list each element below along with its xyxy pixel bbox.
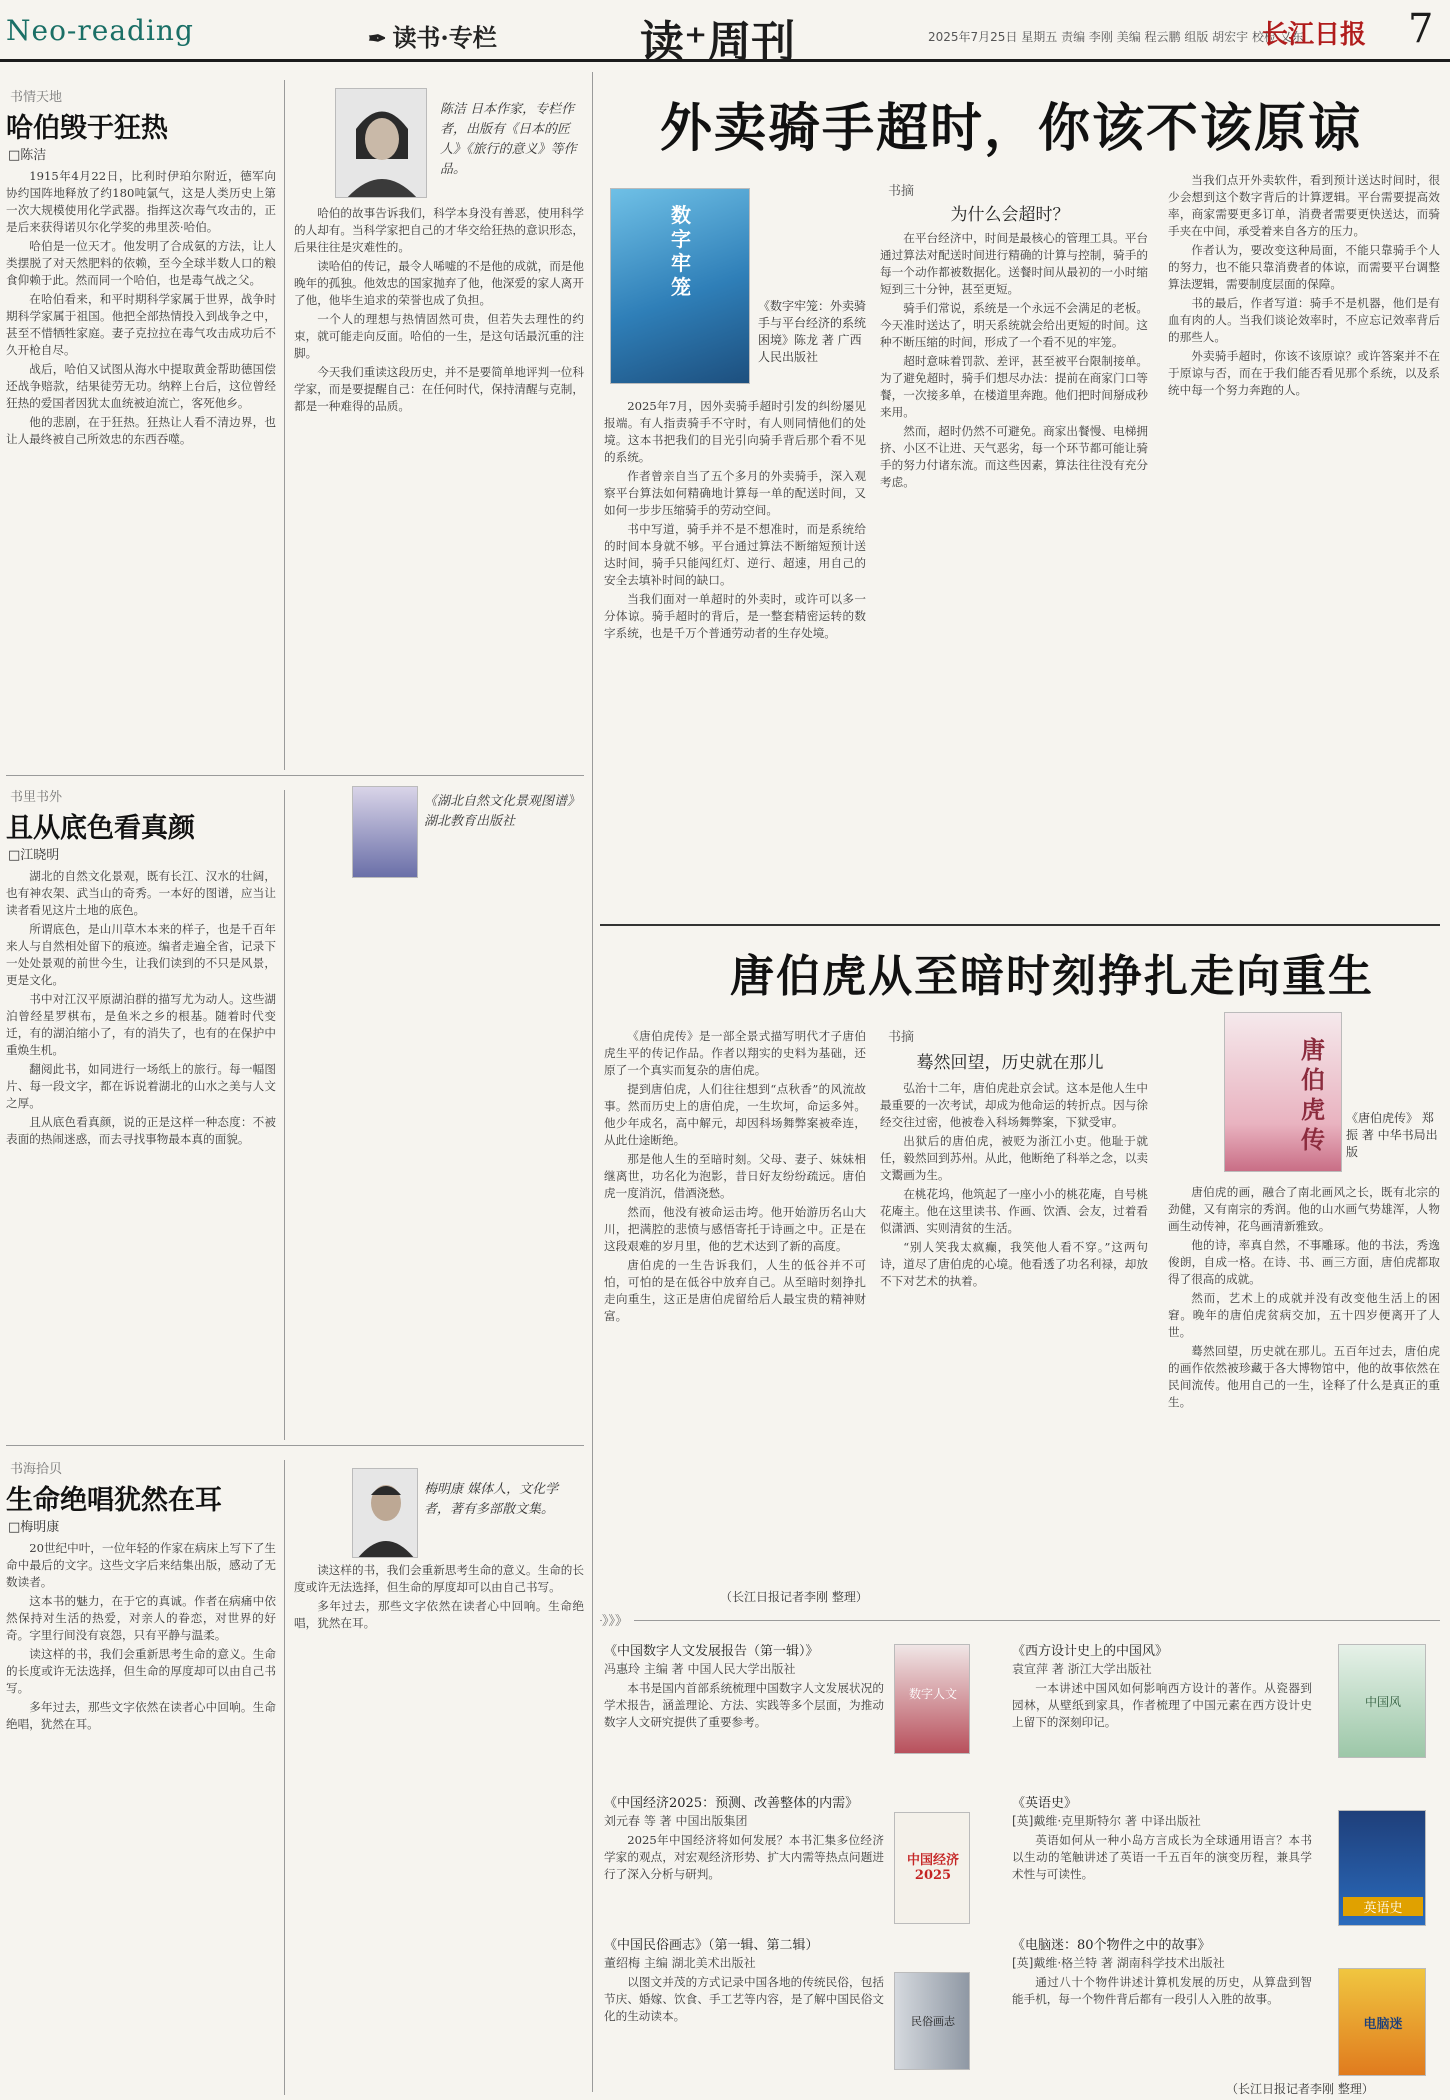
article-kicker: 书海拾贝 bbox=[10, 1462, 63, 1477]
paragraph: 所谓底色，是山川草木本来的样子，也是千百年来人与自然相处留下的痕迹。编者走遍全省，记录下一处处景观的前世今生，让我们读到的不只是风景，更是文化。 bbox=[6, 922, 276, 987]
section-tag: 书摘 bbox=[888, 1030, 915, 1045]
book-cover-title: 唐伯虎传 bbox=[1301, 1035, 1325, 1154]
section-title: 蓦然回望，历史就在那儿 bbox=[916, 1053, 1104, 1073]
paragraph: 哈伯是一位天才。他发明了合成氨的方法，让人类摆脱了对天然肥料的依赖，至今全球半数人口的粮食仰赖于此。然而同一个哈伯，也是毒气战之父。 bbox=[6, 239, 276, 287]
rec-desc bbox=[604, 1974, 884, 2080]
story-headline: 外卖骑手超时，你该不该原谅 bbox=[660, 98, 1363, 159]
paragraph: 骑手们常说，系统是一个永远不会满足的老板。今天准时送达了，明天系统就会给出更短的时间。这种不断压缩的时间，形成了一个看不见的牢笼。 bbox=[880, 301, 1148, 349]
book-caption: 《唐伯虎传》 郑振 著 中华书局出版 bbox=[1346, 1111, 1438, 1159]
divider bbox=[6, 775, 584, 776]
rec-meta: [英]戴维·克里斯特尔 著 中译出版社 bbox=[1012, 1814, 1201, 1828]
divider bbox=[600, 1620, 1440, 1621]
newspaper-logo: 长江日报 bbox=[1262, 20, 1367, 50]
divider bbox=[592, 72, 593, 2092]
weekly-title: 读⁺周刊 bbox=[640, 17, 796, 68]
paragraph: “别人笑我太疯癫，我笑他人看不穿。”这两句诗，道尽了唐伯虎的心境。他看透了功名利禄，却放不下对艺术的执着。 bbox=[880, 1240, 1148, 1288]
paragraph: 然而，艺术上的成就并没有改变他生活上的困窘。晚年的唐伯虎贫病交加，五十四岁便离开了人世。 bbox=[1168, 1291, 1440, 1339]
rec-title: 《中国数字人文发展报告（第一辑）》 bbox=[604, 1644, 819, 1659]
paragraph: 多年过去，那些文字依然在读者心中回响。生命绝唱，犹然在耳。 bbox=[6, 1700, 276, 1731]
article-byline: □梅明康 bbox=[8, 1520, 60, 1535]
paragraph: 本书是国内首部系统梳理中国数字人文发展状况的学术报告，涵盖理论、方法、实践等多个层面，为推动数字人文研究提供了重要参考。 bbox=[604, 1681, 884, 1729]
paragraph: 然而，他没有被命运击垮。他开始游历名山大川，把满腔的悲愤与感悟寄托于诗画之中。正是在这段艰难的岁月里，他的艺术达到了新的高度。 bbox=[604, 1205, 866, 1253]
section-tag: 书摘 bbox=[888, 184, 915, 199]
rec-meta: 刘元春 等 著 中国出版集团 bbox=[604, 1814, 748, 1828]
paragraph: 作者认为，要改变这种局面，不能只靠骑手个人的努力，也不能只靠消费者的体谅，而需要平台调整算法逻辑，需要制度层面的保障。 bbox=[1168, 243, 1440, 291]
article-headline: 生命绝唱犹然在耳 bbox=[6, 1485, 222, 1516]
rec-book-cover bbox=[894, 1972, 970, 2070]
paragraph: 一本讲述中国风如何影响西方设计的著作。从瓷器到园林，从壁纸到家具，作者梳理了中国元素在西方设计史上留下的深刻印记。 bbox=[1012, 1681, 1312, 1729]
paragraph: 湖北的自然文化景观，既有长江、汉水的壮阔，也有神农架、武当山的奇秀。一本好的图谱，应当让读者看见这片土地的底色。 bbox=[6, 869, 276, 917]
recommend-label: 》》》 bbox=[602, 1610, 634, 1629]
author-intro: 梅明康 媒体人，文化学者，著有多部散文集。 bbox=[424, 1482, 559, 1517]
page-header bbox=[0, 0, 1450, 68]
paragraph: 读哈伯的传记，最令人唏嘘的不是他的成就，而是他晚年的孤独。他效忠的国家抛弃了他，他深爱的家人离开了他，他毕生追求的荣誉也成了负担。 bbox=[294, 259, 584, 307]
paragraph: 提到唐伯虎，人们往往想到“点秋香”的风流故事。然而历史上的唐伯虎，一生坎坷，命运多舛。他少年成名，高中解元，却因科场舞弊案被牵连，从此仕途断绝。 bbox=[604, 1082, 866, 1147]
article-byline: □陈洁 bbox=[8, 148, 47, 163]
rec-meta: 袁宣萍 著 浙江大学出版社 bbox=[1012, 1662, 1152, 1676]
rec-book-cover bbox=[894, 1644, 970, 1754]
paragraph: 多年过去，那些文字依然在读者心中回响。生命绝唱，犹然在耳。 bbox=[294, 1599, 584, 1630]
article-kicker: 书里书外 bbox=[10, 790, 63, 805]
article-headline: 哈伯毁于狂热 bbox=[6, 113, 168, 144]
rec-book-cover bbox=[894, 1812, 970, 1924]
feather-icon: ✒ bbox=[368, 26, 387, 52]
paragraph: 蓦然回望，历史就在那儿。五百年过去，唐伯虎的画作依然被珍藏于各大博物馆中，他的故事依然在民间流传。他用自己的一生，诠释了什么是真正的重生。 bbox=[1168, 1344, 1440, 1409]
page-number: 7 bbox=[1408, 6, 1434, 52]
divider bbox=[6, 1445, 584, 1446]
article-body-col2 bbox=[294, 205, 584, 768]
paragraph: 作者曾亲自当了五个多月的外卖骑手，深入观察平台算法如何精确地计算每一单的配送时间，又如何一步步压缩骑手的劳动空间。 bbox=[604, 469, 866, 517]
author-photo bbox=[352, 1468, 418, 1558]
divider bbox=[284, 80, 285, 770]
story-excerpt-col2 bbox=[1168, 172, 1440, 916]
paragraph: 翻阅此书，如同进行一场纸上的旅行。每一幅图片、每一段文字，都在诉说着湖北的山水之美与人文之厚。 bbox=[6, 1062, 276, 1110]
section-title: 为什么会超时？ bbox=[950, 205, 1070, 225]
rec-title: 《西方设计史上的中国风》 bbox=[1012, 1644, 1169, 1659]
paragraph: 外卖骑手超时，你该不该原谅？或许答案并不在于原谅与否，而在于我们能否看见那个系统，以及系统中每一个努力奔跑的人。 bbox=[1168, 349, 1440, 397]
paragraph: 哈伯的故事告诉我们，科学本身没有善恶，使用科学的人却有。当科学家把自己的才华交给狂热的意识形态，后果往往是灾难性的。 bbox=[294, 206, 584, 254]
paragraph: 英语如何从一种小岛方言成长为全球通用语言？本书以生动的笔触讲述了英语一千五百年的演变历程，兼具学术性与可读性。 bbox=[1012, 1833, 1312, 1881]
rec-book-cover bbox=[1338, 1644, 1426, 1758]
paragraph: 今天我们重读这段历史，并不是要简单地评判一位科学家，而是要提醒自己：在任何时代，保持清醒与克制，都是一种难得的品质。 bbox=[294, 365, 584, 413]
book-cover bbox=[1224, 1012, 1342, 1172]
article-body-col2 bbox=[294, 1562, 584, 2095]
rec-title: 《中国经济2025：预测、改善整体的内需》 bbox=[604, 1796, 859, 1811]
article-kicker: 书情天地 bbox=[10, 90, 63, 105]
rec-book-cover bbox=[1338, 1810, 1426, 1926]
column-name bbox=[368, 18, 497, 53]
paragraph: 一个人的理想与热情固然可贵，但若失去理性的约束，就可能走向反面。哈伯的一生，是这句话最沉重的注脚。 bbox=[294, 312, 584, 360]
paragraph: 他的悲剧，在于狂热。狂热让人看不清边界，也让人最终被自己所效忠的东西吞噬。 bbox=[6, 415, 276, 446]
book-cover bbox=[610, 188, 750, 384]
divider bbox=[600, 924, 1440, 926]
rec-desc bbox=[1012, 1832, 1312, 1928]
paragraph: 他的诗，率真自然，不事雕琢。他的书法，秀逸俊朗，自成一格。在诗、书、画三方面，唐伯虎都取得了很高的成就。 bbox=[1168, 1238, 1440, 1286]
divider bbox=[284, 790, 285, 1440]
paragraph: 且从底色看真颜，说的正是这样一种态度：不被表面的热闹迷惑，而去寻找事物最本真的面貌。 bbox=[6, 1115, 276, 1146]
story-intro bbox=[604, 1028, 866, 1583]
article-body bbox=[6, 868, 276, 1438]
rec-book-cover bbox=[1338, 1968, 1426, 2076]
divider bbox=[284, 1460, 285, 2095]
rec-cover-title: 中国风 bbox=[1364, 1695, 1401, 1709]
paragraph: 以图文并茂的方式记录中国各地的传统民俗，包括节庆、婚嫁、饮食、手工艺等内容，是了解中国民俗文化的生动读本。 bbox=[604, 1975, 884, 2023]
rec-desc bbox=[1012, 1974, 1312, 2070]
rec-cover-title: 数字人文 bbox=[908, 1687, 957, 1701]
rec-cover-title: 电脑迷 bbox=[1363, 2017, 1403, 2032]
paragraph: 2025年中国经济将如何发展？本书汇集多位经济学家的观点，对宏观经济形势、扩大内需等热点问题进行了深入分析与研判。 bbox=[604, 1833, 884, 1881]
portrait-icon bbox=[336, 89, 427, 198]
paragraph: 当我们面对一单超时的外卖时，或许可以多一分体谅。骑手超时的背后，是一整套精密运转的数字系统，也是千万个普通劳动者的生存处境。 bbox=[604, 592, 866, 640]
rec-meta: [英]戴维·格兰特 著 湖南科学技术出版社 bbox=[1012, 1956, 1225, 1970]
article-body bbox=[6, 168, 276, 768]
paragraph: 战后，哈伯又试图从海水中提取黄金帮助德国偿还战争赔款，结果徒劳无功。纳粹上台后，这位曾经狂热的爱国者因犹太血统被迫流亡，客死他乡。 bbox=[6, 362, 276, 410]
paragraph: 当我们点开外卖软件，看到预计送达时间时，很少会想到这个数字背后的计算逻辑。平台需要提高效率，商家需要更多订单，消费者需要更快送达，而骑手夹在中间，承受着来自各方的压力。 bbox=[1168, 173, 1440, 238]
book-cover-title: 数字牢笼 bbox=[671, 203, 691, 299]
paragraph: 出狱后的唐伯虎，被贬为浙江小吏。他耻于就任，毅然回到苏州。从此，他断绝了科举之念，以卖文鬻画为生。 bbox=[880, 1134, 1148, 1182]
book-caption: 《数字牢笼：外卖骑手与平台经济的系统困境》陈龙 著 广西人民出版社 bbox=[758, 299, 867, 364]
story-credit: （长江日报记者李刚 整理） bbox=[720, 1590, 868, 1604]
paragraph: 读这样的书，我们会重新思考生命的意义。生命的长度或许无法选择，但生命的厚度却可以由自己书写。 bbox=[6, 1647, 276, 1695]
rec-desc bbox=[1012, 1680, 1312, 1786]
recommend-credit: （长江日报记者李刚 整理） bbox=[1226, 2082, 1374, 2096]
paragraph: 在桃花坞，他筑起了一座小小的桃花庵，自号桃花庵主。他在这里读书、作画、饮酒、会友，过着看似潇洒、实则清贫的生活。 bbox=[880, 1187, 1148, 1235]
paragraph: 这本书的魅力，在于它的真诚。作者在病痛中依然保持对生活的热爱，对亲人的眷恋，对世界的好奇。字里行间没有哀怨，只有平静与温柔。 bbox=[6, 1594, 276, 1642]
rec-cover-title: 英语史 bbox=[1343, 1897, 1423, 1916]
portrait-icon bbox=[353, 1469, 418, 1558]
paragraph: 弘治十二年，唐伯虎赴京会试。这本是他人生中最重要的一次考试，却成为他命运的转折点。因与徐经交往过密，他被卷入科场舞弊案，下狱受审。 bbox=[880, 1081, 1148, 1129]
rec-title: 《英语史》 bbox=[1012, 1796, 1078, 1811]
rec-meta: 董绍梅 主编 湖北美术出版社 bbox=[604, 1956, 756, 1970]
paragraph: 唐伯虎的画，融合了南北画风之长，既有北宗的劲健，又有南宗的秀润。他的山水画气势雄浑，人物画生动传神，花鸟画清新雅致。 bbox=[1168, 1185, 1440, 1233]
rec-meta: 冯惠玲 主编 著 中国人民大学出版社 bbox=[604, 1662, 796, 1676]
book-cover bbox=[352, 786, 418, 878]
paragraph: 书中对江汉平原湖泊群的描写尤为动人。这些湖泊曾经星罗棋布，是鱼米之乡的根基。随着时代变迁，有的湖泊缩小了，有的消失了，也有的在保护中重焕生机。 bbox=[6, 992, 276, 1057]
paragraph: 《唐伯虎传》是一部全景式描写明代才子唐伯虎生平的传记作品。作者以翔实的史料为基础，还原了一个真实而复杂的唐伯虎。 bbox=[604, 1029, 866, 1077]
story-excerpt bbox=[880, 1080, 1148, 1600]
article-byline: □江晓明 bbox=[8, 848, 60, 863]
column-name-label: 读书·专栏 bbox=[392, 23, 497, 52]
paragraph: 超时意味着罚款、差评，甚至被平台限制接单。为了避免超时，骑手们想尽办法：提前在商家门口等餐，一次接多单，在楼道里奔跑。他们把时间掰成秒来用。 bbox=[880, 354, 1148, 419]
rec-desc bbox=[604, 1832, 884, 1928]
paragraph: 那是他人生的至暗时刻。父母、妻子、妹妹相继离世，功名化为泡影，昔日好友纷纷疏远。唐伯虎一度消沉，借酒浇愁。 bbox=[604, 1152, 866, 1200]
section-name: Neo-reading bbox=[6, 14, 194, 47]
paragraph: 通过八十个物件讲述计算机发展的历史，从算盘到智能手机，每一个物件背后都有一段引人入胜的故事。 bbox=[1012, 1975, 1312, 2006]
paragraph: 书的最后，作者写道：骑手不是机器，他们是有血有肉的人。当我们谈论效率时，不应忘记效率背后的那些人。 bbox=[1168, 296, 1440, 344]
paragraph: 书中写道，骑手并不是不想准时，而是系统给的时间本身就不够。平台通过算法不断缩短预计送达时间，骑手只能闯红灯、逆行、超速，用自己的安全去填补时间的缺口。 bbox=[604, 522, 866, 587]
story-headline: 唐伯虎从至暗时刻挣扎走向重生 bbox=[730, 951, 1374, 1002]
paragraph: 然而，超时仍然不可避免。商家出餐慢、电梯拥挤、小区不让进、天气恶劣，每一个环节都可能让骑手的努力付诸东流。而这些因素，算法往往没有充分考虑。 bbox=[880, 424, 1148, 489]
rec-title: 《电脑迷：80个物件之中的故事》 bbox=[1012, 1938, 1211, 1953]
article-headline: 且从底色看真颜 bbox=[6, 813, 195, 844]
story-intro bbox=[604, 398, 866, 916]
paragraph: 2025年7月，因外卖骑手超时引发的纠纷屡见报端。有人指责骑手不守时，有人则同情他们的处境。这本书把我们的目光引向骑手背后那个看不见的系统。 bbox=[604, 399, 866, 464]
paragraph: 读这样的书，我们会重新思考生命的意义。生命的长度或许无法选择，但生命的厚度却可以由自己书写。 bbox=[294, 1563, 584, 1594]
paragraph: 唐伯虎的一生告诉我们，人生的低谷并不可怕，可怕的是在低谷中放弃自己。从至暗时刻挣扎走向重生，这正是唐伯虎留给后人最宝贵的精神财富。 bbox=[604, 1258, 866, 1323]
book-caption: 《湖北自然文化景观图谱》湖北教育出版社 bbox=[424, 794, 581, 829]
paragraph: 20世纪中叶，一位年轻的作家在病床上写下了生命中最后的文字。这些文字后来结集出版，感动了无数读者。 bbox=[6, 1541, 276, 1589]
paragraph: 1915年4月22日，比利时伊珀尔附近，德军向协约国阵地释放了约180吨氯气，这是人类历史上第一次大规模使用化学武器。指挥这次毒气攻击的，正是后来获得诺贝尔化学奖的弗里茨·哈伯。 bbox=[6, 169, 276, 234]
author-intro: 陈洁 日本作家，专栏作者，出版有《日本的匠人》《旅行的意义》等作品。 bbox=[440, 102, 577, 177]
paragraph: 在平台经济中，时间是最核心的管理工具。平台通过算法对配送时间进行精确的计算与控制，骑手的每一个动作都被数据化。送餐时间从最初的一小时缩短到三十分钟，甚至更短。 bbox=[880, 231, 1148, 296]
rec-cover-title: 中国经济2025 bbox=[906, 1853, 959, 1883]
rec-title: 《中国民俗画志》（第一辑、第二辑） bbox=[604, 1938, 819, 1953]
rec-desc bbox=[604, 1680, 884, 1786]
story-excerpt bbox=[880, 230, 1148, 916]
rec-cover-title: 民俗画志 bbox=[911, 2015, 955, 2028]
article-body bbox=[6, 1540, 276, 2095]
story-excerpt-col2 bbox=[1168, 1184, 1440, 1600]
paragraph: 在哈伯看来，和平时期科学家属于世界，战争时期科学家属于祖国。他把全部热情投入到战争之中，甚至不惜牺牲家庭。妻子克拉拉在毒气攻击成功后不久开枪自尽。 bbox=[6, 292, 276, 357]
author-photo bbox=[335, 88, 427, 198]
date-line: 2025年7月25日 星期五 责编 李刚 美编 程云鹏 组版 胡宏宇 校检 义东 bbox=[928, 30, 1304, 44]
